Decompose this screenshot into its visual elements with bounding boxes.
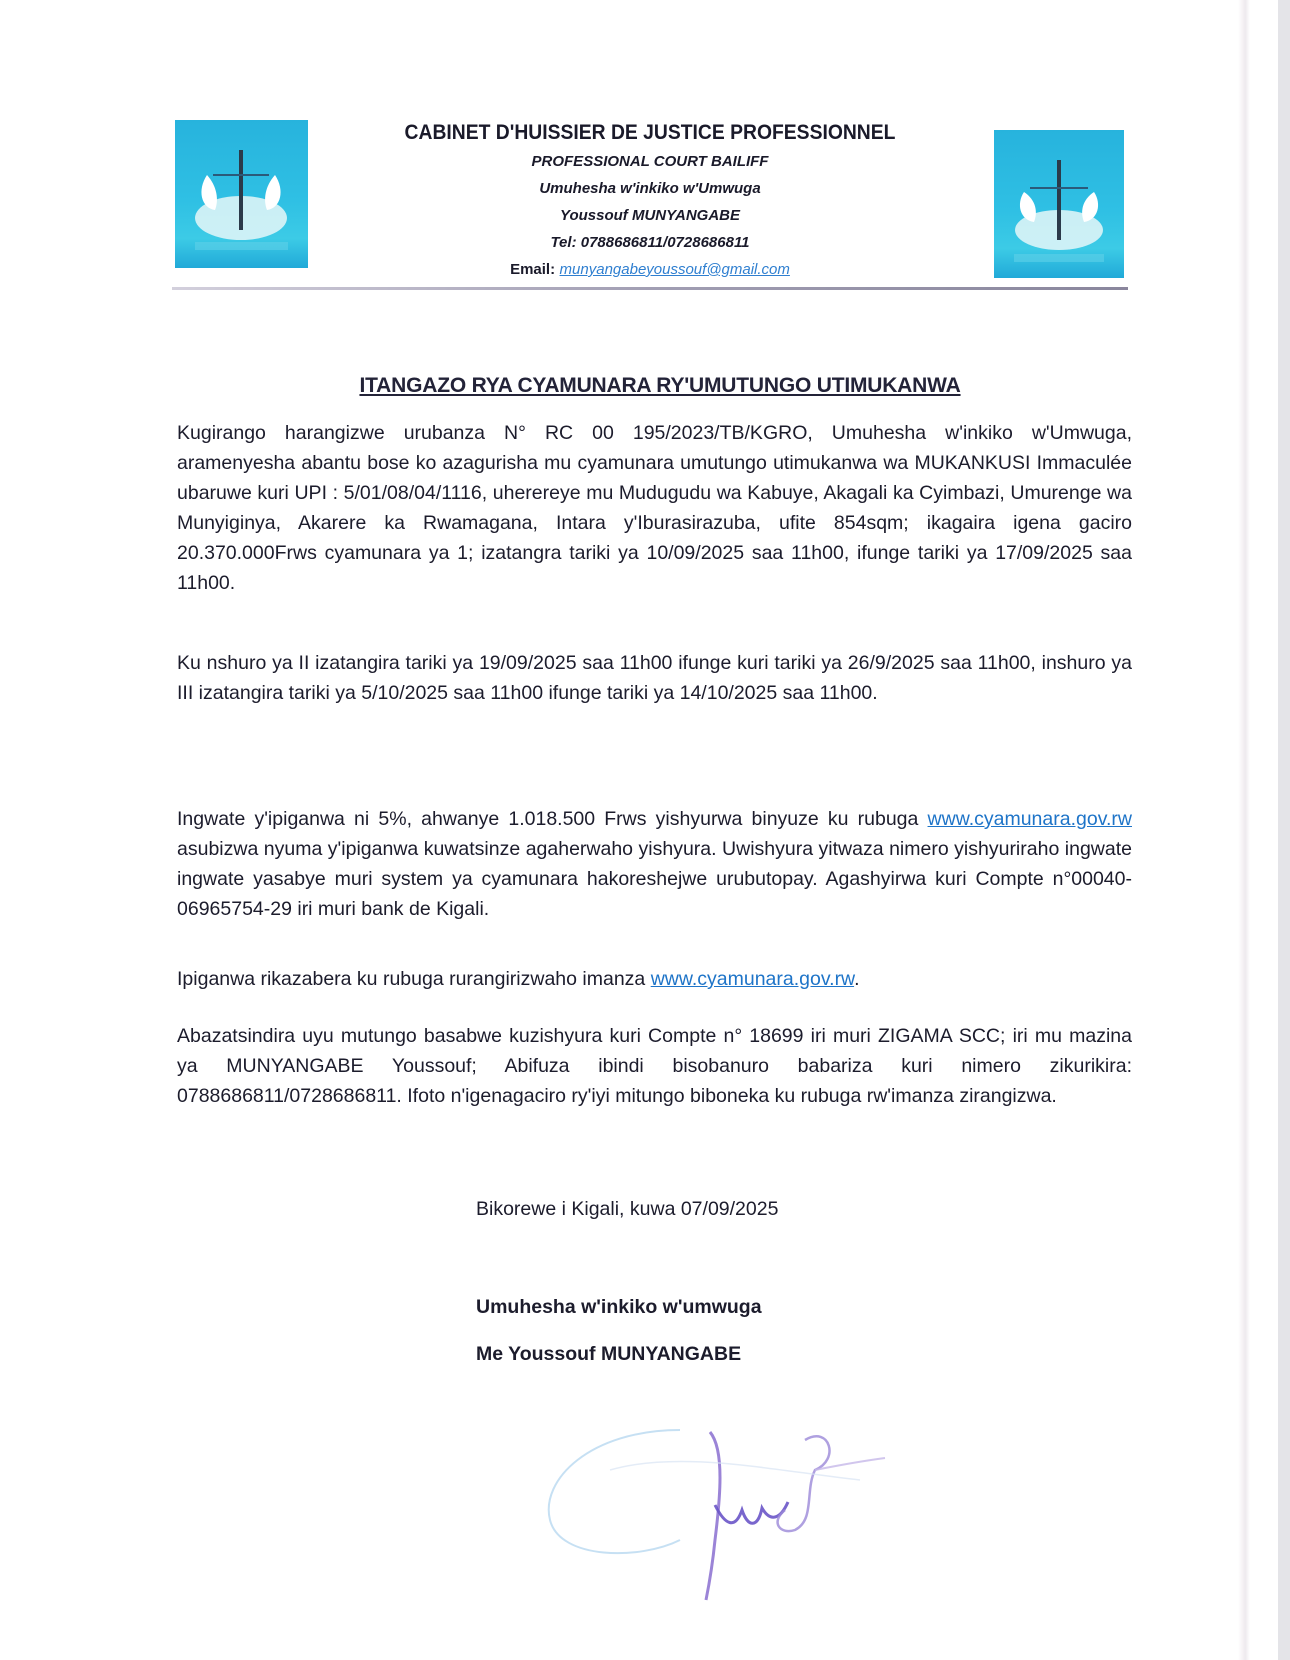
letterhead-divider bbox=[172, 287, 1128, 290]
firm-subtitle-en: PROFESSIONAL COURT BAILIFF bbox=[531, 153, 769, 170]
letterhead bbox=[330, 118, 970, 283]
email-label: Email: bbox=[510, 261, 556, 278]
place-and-date: Bikorewe i Kigali, kuwa 07/09/2025 bbox=[476, 1198, 779, 1220]
cyamunara-link[interactable]: www.cyamunara.gov.rw bbox=[650, 968, 855, 990]
paragraph-auction-rounds bbox=[177, 648, 1132, 708]
scales-doves-icon bbox=[994, 130, 1124, 278]
right-logo-icon bbox=[994, 130, 1124, 278]
phone-number: Tel: 0788686811/0728686811 bbox=[550, 234, 750, 251]
paragraph-4-end: . bbox=[854, 968, 860, 990]
paragraph-payment-contact bbox=[177, 1021, 1132, 1111]
scales-doves-icon bbox=[175, 120, 308, 268]
paragraph-4-start: Ipiganwa rikazabera ku rubuga rurangirizwaho imanza bbox=[177, 968, 651, 990]
handwritten-signature-icon bbox=[530, 1410, 890, 1610]
paragraph-1-text: Kugirango harangizwe urubanza N° RC 00 195/2023/TB/KGRO, Umuhesha w'inkiko w'Umwuga, aramenyesha abantu bose ko azagurisha mu cyamunara umutungo utimukanwa wa MUKANKUSI Immaculée ubaruwe kuri UPI : 5/01/08/04/1116, uherereye mu Mudugudu wa Kabuye, Akagali ka Cyimbazi, Umurenge wa Munyiginya, Akarere ka Rwamagana, Intara y'Iburasirazuba, ufite 854sqm; ikagaira igena gaciro 20.370.000Frws cyamunara ya 1; izatangra tariki ya 10/09/2025 saa 11h00, ifunge tariki ya 17/09/2025 saa 11h00. bbox=[177, 422, 1132, 594]
paragraph-4 bbox=[177, 964, 1132, 994]
document-title: ITANGAZO RYA CYAMUNARA RY'UMUTUNGO UTIMUKANWA bbox=[359, 374, 961, 397]
bailiff-name: Youssouf MUNYANGABE bbox=[560, 207, 740, 224]
firm-subtitle-rw: Umuhesha w'inkiko w'Umwuga bbox=[539, 180, 761, 197]
paragraph-5-text: Abazatsindira uyu mutungo basabwe kuzishyura kuri Compte n° 18699 iri muri ZIGAMA SCC; iri mu mazina ya MUNYANGABE Youssouf; Abifuza ibindi bisobanuro babariza kuri nimero zikurikira: 0788686811/0728686811. Ifoto n'igenagaciro ry'iyi mitungo biboneka ku rubuga rw'imanza zirangizwa. bbox=[177, 1025, 1132, 1107]
paragraph-3-start: Ingwate y'ipiganwa ni 5%, ahwanye 1.018.500 Frws yishyurwa binyuze ku rubuga bbox=[177, 808, 928, 830]
cyamunara-link[interactable]: www.cyamunara.gov.rw bbox=[927, 808, 1132, 830]
paragraph-deposit bbox=[177, 804, 1132, 924]
paragraph-3 bbox=[177, 804, 1132, 924]
paragraph-2-text: Ku nshuro ya II izatangira tariki ya 19/09/2025 saa 11h00 ifunge kuri tariki ya 26/9/2025 saa 11h00, inshuro ya III izatangira tariki ya 5/10/2025 saa 11h00 ifunge tariki ya 14/10/2025 saa 11h00. bbox=[177, 652, 1132, 704]
signatory-title: Umuhesha w'inkiko w'umwuga bbox=[476, 1296, 762, 1318]
signatory-name: Me Youssouf MUNYANGABE bbox=[476, 1343, 742, 1365]
email-link[interactable]: munyangabeyoussouf@gmail.com bbox=[559, 261, 790, 278]
paragraph-auction-details bbox=[177, 418, 1132, 598]
email-line bbox=[330, 256, 970, 283]
paragraph-bidding-platform bbox=[177, 964, 1132, 994]
firm-name: CABINET D'HUISSIER DE JUSTICE PROFESSIONNEL bbox=[404, 121, 896, 144]
paper-edge-shadow bbox=[1238, 0, 1250, 1660]
paragraph-3-end: asubizwa nyuma y'ipiganwa kuwatsinze agaherwaho yishyura. Uwishyura yitwaza nimero yishyuriraho ingwate ingwate yasabye muri system ya cyamunara hakoreshejwe urubutopay. Agashyirwa kuri Compte n°00040-06965754-29 iri muri bank de Kigali. bbox=[177, 838, 1132, 920]
left-logo-icon bbox=[175, 120, 308, 268]
